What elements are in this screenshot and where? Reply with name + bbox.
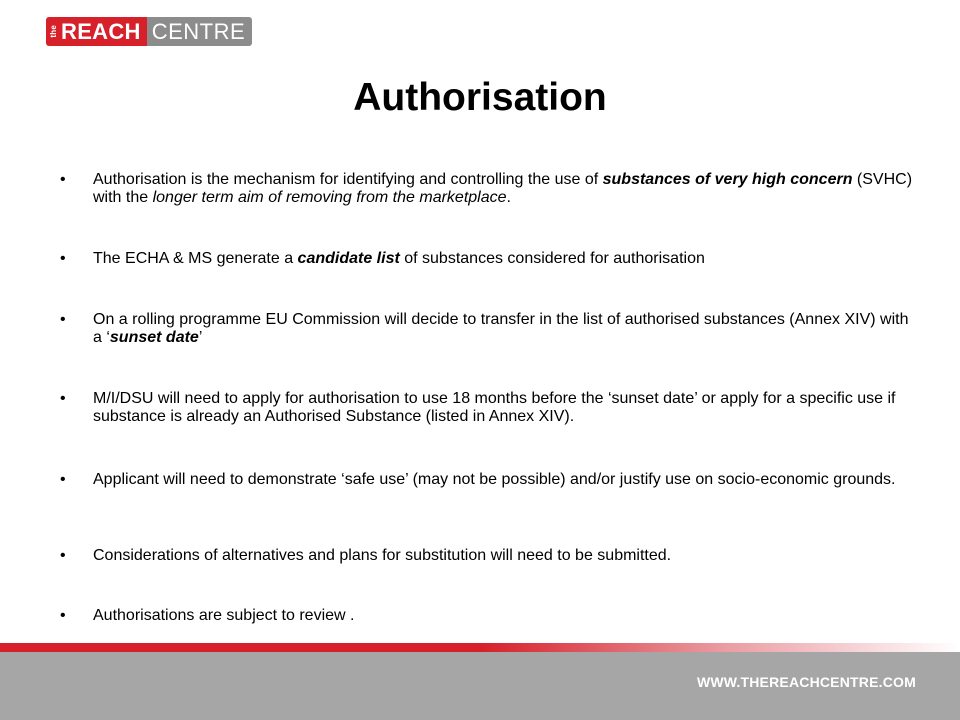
bullet-emphasis: substances of very high concern <box>602 171 853 188</box>
bullet-text: ’ <box>198 329 203 346</box>
logo-reach-text: REACH <box>61 19 141 44</box>
bullet-text: The ECHA & MS generate a <box>93 250 298 267</box>
bullet-text: (SVHC) with the <box>93 171 913 206</box>
bullet-text: On a rolling programme EU Commission will decide to transfer in the list of authorised substances (Annex XIV) with a ‘ <box>93 311 909 346</box>
bullet-italic: longer term aim of removing from the marketplace <box>152 189 507 206</box>
bullet-item <box>93 250 913 268</box>
bullet-item <box>93 311 913 347</box>
bullet-item: • M/I/DSU will need to apply for authorisation to use 18 months before the ‘sunset date’ or apply for a specific use if substance is already an Authorised Substance (listed in Annex XIV). <box>93 390 913 426</box>
logo-the-text: the <box>49 25 58 38</box>
reach-centre-logo <box>46 17 252 46</box>
bullet-text: Authorisation is the mechanism for identifying and controlling the use of <box>93 171 603 188</box>
bullet-item <box>93 171 913 207</box>
footer-website-url: WWW.THEREACHCENTRE.COM <box>696 674 916 690</box>
footer-bar <box>0 652 960 720</box>
bullet-item: • Authorisations are subject to review . <box>93 607 913 625</box>
slide-title: Authorisation <box>353 76 607 119</box>
bullet-text: . <box>506 189 511 206</box>
bullet-emphasis: sunset date <box>109 329 199 346</box>
logo-red-block <box>46 17 147 46</box>
footer-accent-line <box>0 643 960 652</box>
bullet-item: • Considerations of alternatives and plans for substitution will need to be submitted. <box>93 547 913 565</box>
logo-centre-text: CENTRE <box>147 17 252 46</box>
bullet-emphasis: candidate list <box>297 250 400 267</box>
bullet-item: • Applicant will need to demonstrate ‘safe use’ (may not be possible) and/or justify use on socio-economic grounds. <box>93 471 913 489</box>
bullet-text: of substances considered for authorisation <box>399 250 705 267</box>
